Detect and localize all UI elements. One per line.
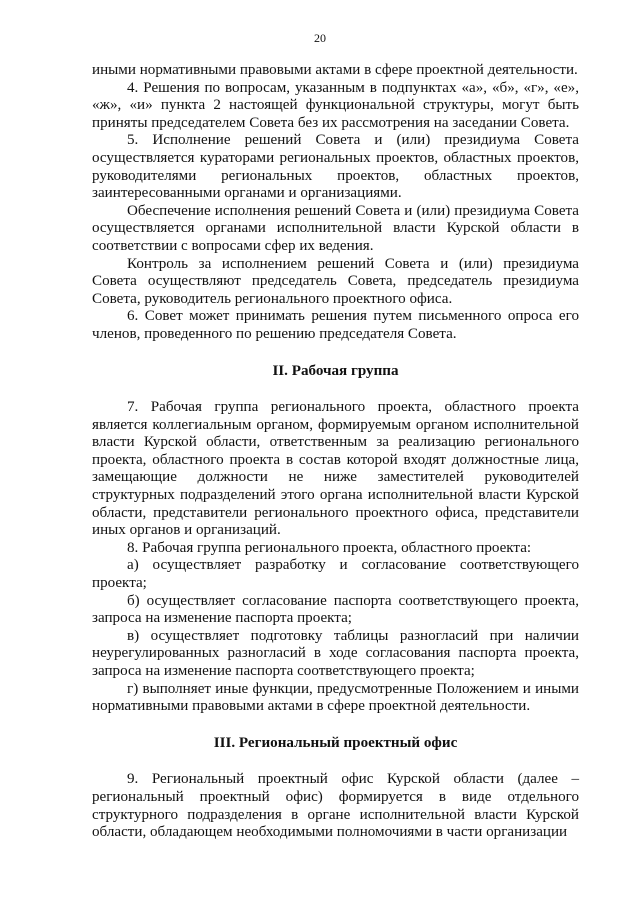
paragraph: 6. Совет может принимать решения путем письменного опроса его членов, проведенного по решению председателя Совета. [92, 308, 579, 342]
list-item: б) осуществляет согласование паспорта соответствующего проекта, запроса на изменение паспорта проекта; [92, 592, 579, 627]
paragraph: Обеспечение исполнения решений Совета и (или) президиума Совета осуществляется органами исполнительной власти Курской области в соответствии с вопросами сфер их ведения. [92, 202, 579, 254]
list-item: в) осуществляет подготовку таблицы разногласий при наличии неурегулированных разногласий в ходе согласования паспорта проекта, запроса на изменение паспорта соответствующего проекта; [92, 627, 579, 679]
section-heading: II. Рабочая группа [272, 362, 399, 379]
paragraph: 5. Исполнение решений Совета и (или) президиума Совета осуществляется кураторами региональных проектов, областных проектов, руководителями региональных проектов, областных проектов, заинтересованными органами и организациями. [92, 132, 579, 202]
list-item: а) осуществляет разработку и согласование соответствующего проекта; [92, 557, 579, 592]
section-heading: III. Региональный проектный офис [213, 734, 458, 751]
paragraph: 7. Рабочая группа регионального проекта, областного проекта является коллегиальным органом, формируемым органом исполнительной власти Курской области, ответственным за реализацию регионального проекта, областного проекта в состав которой входят должностные лица, замещающие должности не ниже заместителей руководителей структурных подразделений этого органа исполнительной власти Курской области, представители регионального проектного офиса, представители иных органов и организаций. [92, 399, 579, 539]
document-body [92, 62, 579, 842]
page-number: 20 [314, 31, 326, 45]
paragraph: иными нормативными правовыми актами в сфере проектной деятельности. [92, 62, 578, 78]
list-item: г) выполняет иные функции, предусмотренные Положением и иными нормативными правовыми актами в сфере проектной деятельности. [92, 680, 579, 715]
paragraph: Контроль за исполнением решений Совета и (или) президиума Совета осуществляют председатель Совета, председатель президиума Совета, руководитель регионального проектного офиса. [92, 255, 579, 307]
paragraph: 8. Рабочая группа регионального проекта, областного проекта: [127, 539, 532, 556]
paragraph: 9. Региональный проектный офис Курской области (далее – региональный проектный офис) формируется в виде отдельного структурного подразделения в органе исполнительной власти Курской области, обладающем необходимыми полномочиями в части организации [92, 771, 579, 841]
paragraph: 4. Решения по вопросам, указанным в подпунктах «а», «б», «г», «е», «ж», «и» пункта 2 настоящей функциональной структуры, могут быть приняты председателем Совета без их рассмотрения на заседании Совета. [92, 79, 579, 131]
